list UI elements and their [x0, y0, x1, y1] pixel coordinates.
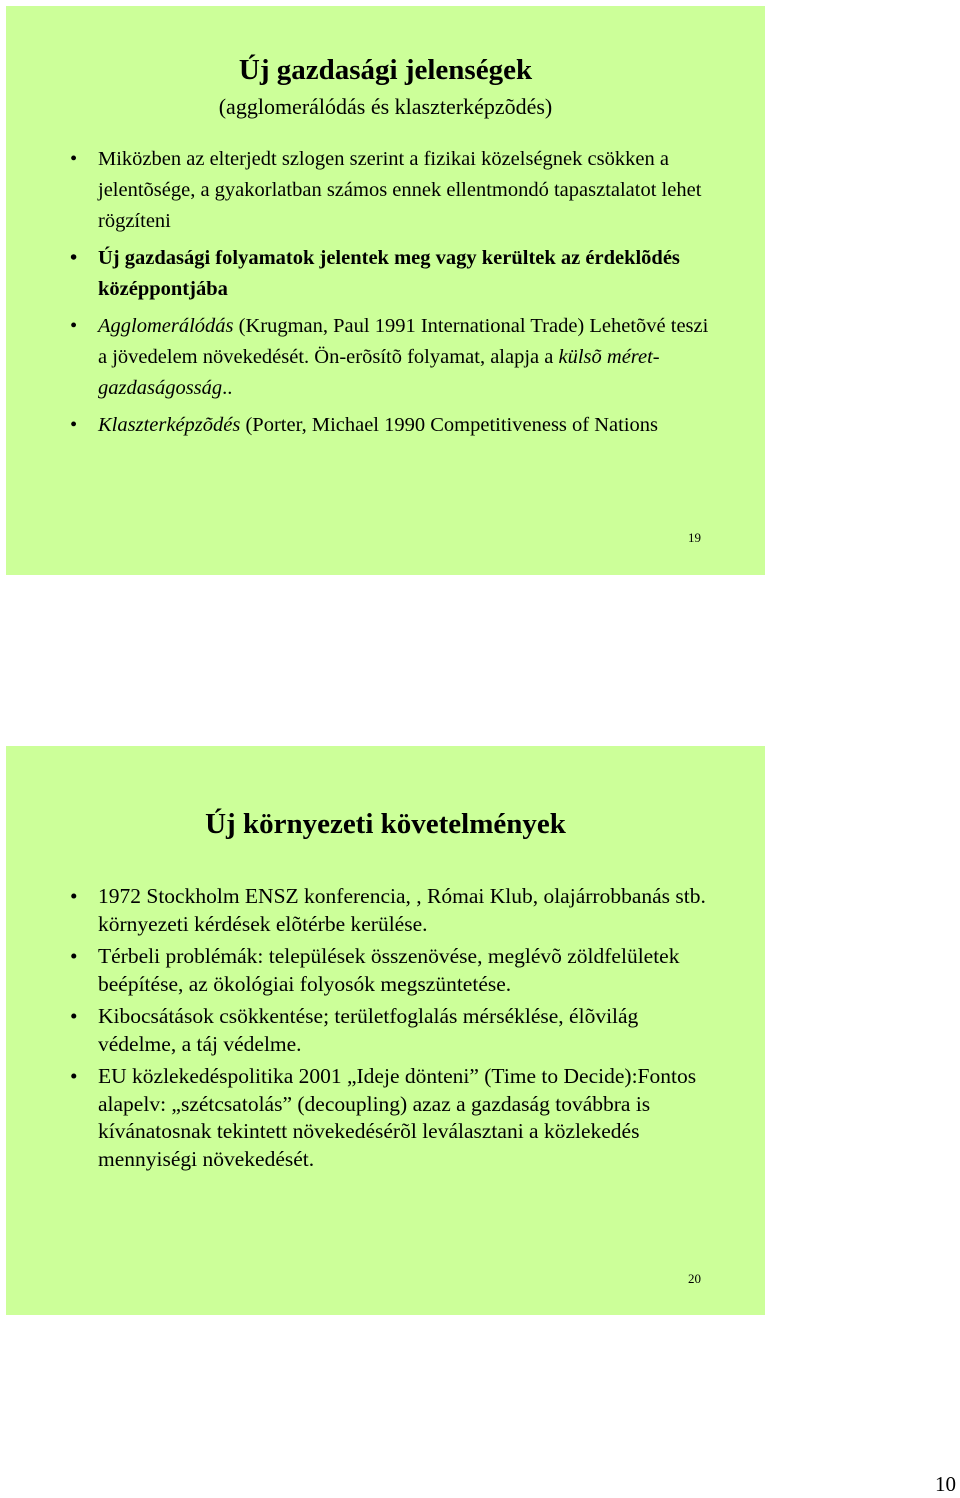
bullet-text: (Krugman, Paul 1991 International Trade) Lehetõvé teszi a jövedelem növekedését. Ön-erõsítõ folyamat, alapja a: [98, 315, 709, 368]
bullet-item: [6, 943, 765, 998]
slide-subtitle: (agglomerálódás és klaszterképzõdés): [218, 94, 553, 119]
slide-title: Új környezeti követelmények: [205, 808, 566, 840]
document-page-number: 10: [935, 1472, 956, 1496]
bullet-text: 1972 Stockholm ENSZ konferencia, , Római Klub, olajárrobbanás stb. környezeti kérdések elõtérbe kerülése.: [98, 884, 706, 936]
bullet-italic-term: Agglomerálódás: [98, 315, 234, 337]
bullet-text: Kibocsátások csökkentése; területfoglalás mérséklése, élõvilág védelme, a táj védelme.: [98, 1004, 639, 1056]
bullet-italic-term: Klaszterképzõdés: [98, 414, 241, 436]
bullet-list: [6, 883, 765, 1178]
bullet-item: [6, 243, 765, 305]
slide-page-number: 19: [688, 530, 701, 545]
slide-title: Új gazdasági jelenségek: [238, 54, 533, 86]
bullet-italic-term: külsõ méret-gazdaságosság: [98, 346, 660, 399]
bullet-item: [6, 144, 765, 237]
slide-page-number: 20: [688, 1271, 701, 1286]
bullet-item: [6, 1003, 765, 1058]
bullet-text: Miközben az elterjedt szlogen szerint a fizikai közelségnek csökken a jelentõsége, a gyakorlatban számos ennek ellentmondó tapasztalatot lehet rögzíteni: [98, 148, 702, 232]
slide-20: [6, 746, 765, 1315]
bullet-text: (Porter, Michael 1990 Competitiveness of Nations: [240, 414, 659, 436]
bullet-item: [6, 883, 765, 938]
bullet-item: [6, 311, 765, 404]
bullet-text: Térbeli problémák: települések összenövése, meglévõ zöldfelületek beépítése, az ökológiai folyosók megszüntetése.: [98, 944, 680, 996]
bullet-item: [6, 1063, 765, 1173]
bullet-text: EU közlekedéspolitika 2001 „Ideje dönteni” (Time to Decide):Fontos alapelv: „szétcsatolás” (decoupling) azaz a gazdaság továbbra is kívánatosnak tekintett növekedésérõl leválasztani a közlekedés mennyiségi növekedését.: [98, 1064, 697, 1171]
slide-19: [6, 6, 765, 575]
bullet-item: [6, 410, 765, 441]
bullet-text: ..: [222, 377, 233, 399]
bullet-text: Új gazdasági folyamatok jelentek meg vagy kerültek az érdeklõdés középpontjába: [98, 247, 680, 300]
bullet-list: [6, 144, 765, 447]
